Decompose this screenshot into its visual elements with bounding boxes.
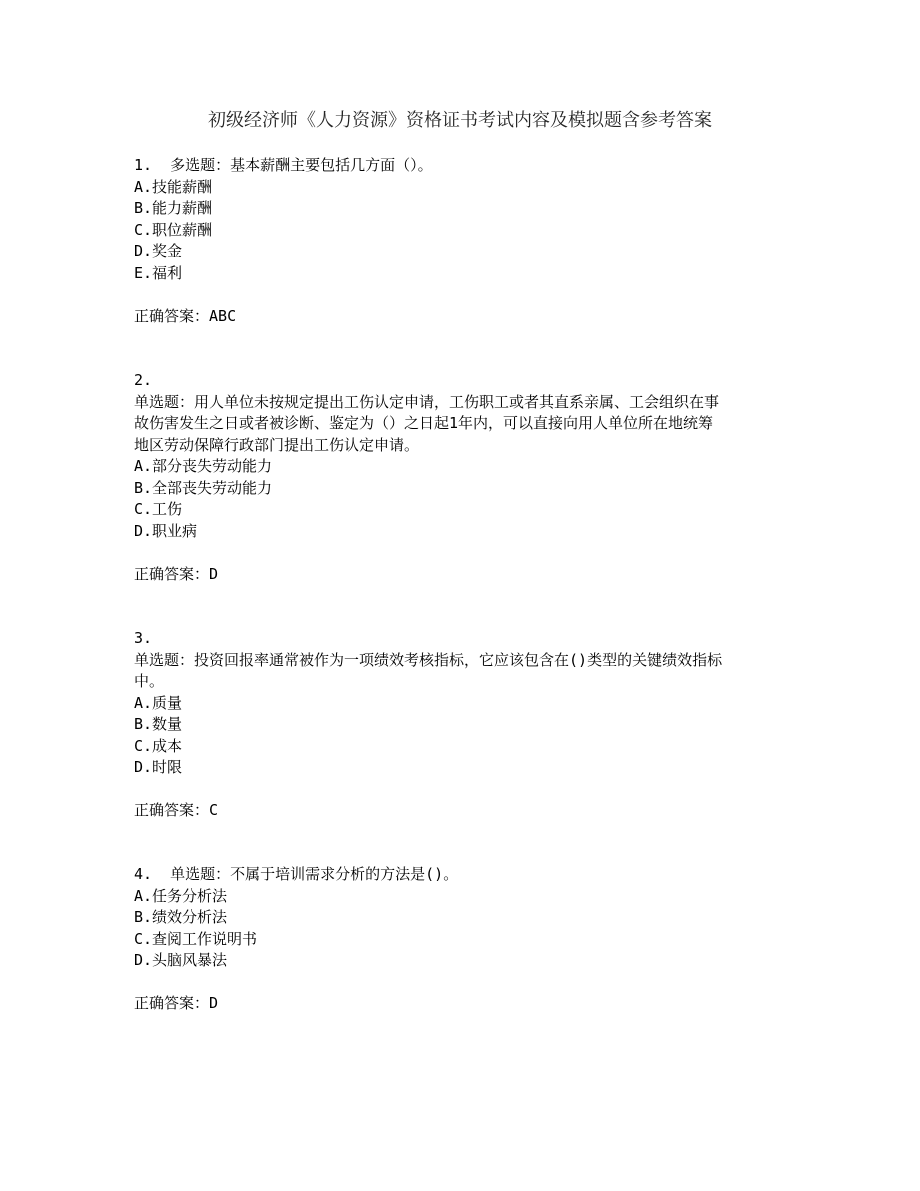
- question-text-line-1: 单选题：用人单位未按规定提出工伤认定申请，工伤职工或者其直系亲属、工会组织在事: [134, 392, 720, 411]
- question-stem: [134, 864, 794, 886]
- option-c: C.职位薪酬: [134, 220, 213, 239]
- option-a: A.质量: [134, 693, 183, 712]
- answer-label: 正确答案：: [134, 306, 210, 325]
- correct-answer: [134, 564, 794, 586]
- document-title: 初级经济师《人力资源》资格证书考试内容及模拟题含参考答案: [208, 110, 712, 131]
- question-4: [134, 864, 794, 1015]
- option-a: A.部分丧失劳动能力: [134, 457, 273, 475]
- option-b: B.全部丧失劳动能力: [134, 478, 273, 497]
- question-text: 单选题：不属于培训需求分析的方法是()。: [170, 865, 459, 883]
- options-list: [134, 886, 794, 972]
- option-c: C.工伤: [134, 500, 183, 518]
- question-number: 4.: [134, 865, 153, 883]
- question-number: 3.: [134, 629, 153, 647]
- options-list: [134, 456, 794, 542]
- question-stem: [134, 155, 794, 177]
- option-b: B.能力薪酬: [134, 199, 213, 217]
- answer-label: 正确答案：: [134, 801, 210, 819]
- question-1: [134, 155, 794, 327]
- question-3: [134, 628, 794, 822]
- answer-value: ABC: [209, 306, 237, 325]
- question-text-line-2: 中。: [134, 672, 165, 690]
- option-a: A.技能薪酬: [134, 177, 213, 196]
- question-number: 2.: [134, 371, 153, 389]
- question-text-line-2: 故伤害发生之日或者被诊断、鉴定为（）之日起1年内，可以直接向用人单位所在地统筹: [134, 414, 714, 432]
- option-e: E.福利: [134, 263, 183, 282]
- options-list: [134, 693, 794, 779]
- question-text-line-1: 单选题：投资回报率通常被作为一项绩效考核指标，它应该包含在()类型的关键绩效指标: [134, 650, 723, 669]
- option-d: D.时限: [134, 758, 183, 776]
- option-c: C.查阅工作说明书: [134, 929, 258, 948]
- options-list: [134, 177, 794, 285]
- answer-label: 正确答案：: [134, 994, 210, 1012]
- question-text-line-3: 地区劳动保障行政部门提出工伤认定申请。: [134, 435, 420, 454]
- correct-answer: [134, 993, 794, 1015]
- question-text: 多选题：基本薪酬主要包括几方面（）。: [170, 156, 433, 174]
- question-number: 1.: [134, 156, 153, 174]
- option-a: A.任务分析法: [134, 886, 228, 905]
- option-b: B.数量: [134, 715, 183, 733]
- option-b: B.绩效分析法: [134, 908, 228, 926]
- answer-label: 正确答案：: [134, 564, 210, 583]
- option-d: D.职业病: [134, 521, 198, 540]
- answer-value: D: [209, 564, 219, 583]
- correct-answer: [134, 306, 794, 328]
- option-d: D.奖金: [134, 242, 183, 260]
- option-c: C.成本: [134, 736, 183, 755]
- question-2: [134, 370, 794, 585]
- answer-value: D: [209, 994, 219, 1012]
- option-d: D.头脑风暴法: [134, 951, 228, 969]
- answer-value: C: [209, 801, 219, 819]
- correct-answer: [134, 800, 794, 822]
